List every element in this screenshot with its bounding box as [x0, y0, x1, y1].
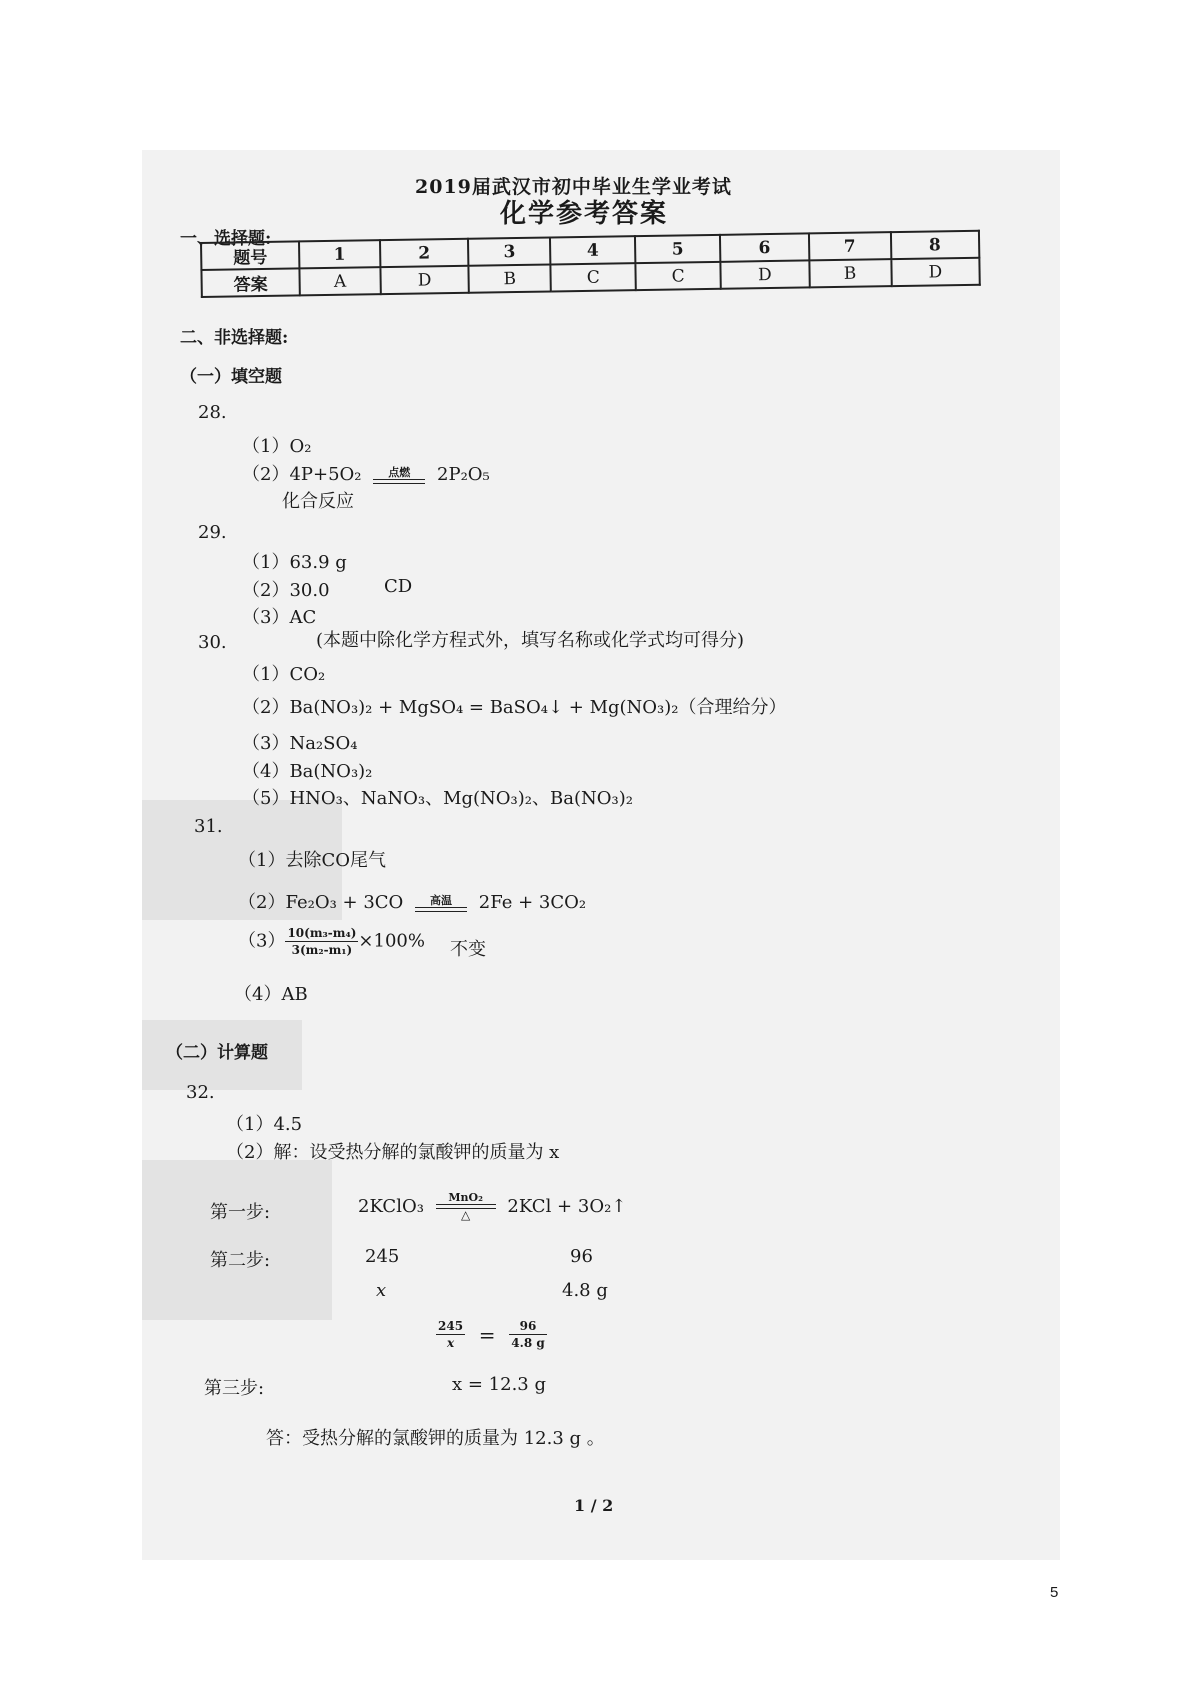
- equals-bar: [373, 479, 425, 484]
- table-header-number: 题号: [201, 241, 299, 270]
- answer-line: [242, 432, 311, 458]
- page-number: 5: [1050, 1584, 1059, 1601]
- fraction: [285, 925, 358, 958]
- answer-text: （5）HNO₃、NaNO₃、Mg(NO₃)₂、Ba(NO₃)₂: [242, 788, 633, 809]
- equation-line: [238, 888, 586, 914]
- question-number: 28.: [198, 402, 227, 423]
- table-cell: D: [380, 266, 469, 294]
- answer-label: （2）: [242, 464, 290, 485]
- answer-text: 不变: [450, 939, 486, 960]
- table-cell: 2: [380, 239, 469, 267]
- answer-text: （1）63.9 g: [242, 552, 347, 573]
- answer-text: （2）解：设受热分解的氯酸钾的质量为 x: [226, 1142, 560, 1163]
- table-cell: 6: [720, 233, 809, 261]
- section-fill-heading: （一）填空题: [180, 367, 282, 387]
- step-label: 第三步:: [204, 1378, 265, 1399]
- question-number: 30.: [198, 632, 227, 653]
- sheet-page-indicator: 1 / 2: [574, 1496, 614, 1515]
- table-cell: C: [636, 262, 721, 290]
- answer-text: （1）CO₂: [242, 664, 326, 685]
- section-choice-heading: 一、选择题:: [180, 229, 272, 249]
- fraction: [436, 1318, 465, 1351]
- equation-products: 2Fe + 3CO₂: [478, 892, 587, 913]
- equation-reactants: 2KClO₃: [358, 1196, 424, 1217]
- equation-reactants: 4P+5O₂: [289, 464, 362, 485]
- table-cell: 5: [635, 235, 720, 263]
- formula-line: [238, 925, 425, 958]
- question-note: (本题中除化学方程式外，填写名称或化学式均可得分): [316, 630, 745, 651]
- section-nonchoice-heading: 二、非选择题:: [180, 328, 289, 348]
- ratio-equation: [436, 1318, 547, 1351]
- numerator: 96: [509, 1318, 546, 1335]
- equals-bar: [415, 907, 467, 912]
- denominator: 4.8 g: [511, 1336, 545, 1350]
- numerator: 10(m₃-m₄): [287, 926, 357, 940]
- denominator: 3(m₂-m₁): [291, 943, 353, 957]
- percent-factor: ×100%: [358, 930, 425, 952]
- step-label: 第一步:: [210, 1202, 271, 1223]
- reaction-condition: [415, 895, 467, 912]
- equation-reactants: Fe₂O₃ + 3CO: [285, 892, 404, 913]
- conclusion-text: 答：受热分解的氯酸钾的质量为 12.3 g 。: [266, 1428, 605, 1449]
- table-cell: C: [551, 263, 636, 291]
- table-header-answer: 答案: [201, 268, 299, 297]
- question-number: 32.: [186, 1082, 215, 1103]
- reaction-condition: [436, 1192, 496, 1222]
- table-cell: D: [891, 258, 980, 286]
- answer-text: （1）去除CO尾气: [238, 850, 386, 871]
- reaction-type: 化合反应: [282, 491, 354, 512]
- step-label: 第二步:: [210, 1250, 271, 1271]
- answer-text: （2）30.0: [242, 580, 330, 601]
- table-cell: A: [299, 267, 380, 295]
- reaction-condition: [373, 467, 425, 484]
- table-cell: 8: [890, 231, 979, 259]
- answer-text: O₂: [289, 436, 312, 457]
- answer-label: （1）: [242, 436, 290, 457]
- section-calc-heading: （二）计算题: [166, 1043, 268, 1063]
- answer-text: CD: [384, 576, 413, 597]
- question-number: 31.: [194, 816, 223, 837]
- heat-symbol: △: [461, 1208, 471, 1222]
- answer-text: （3）AC: [242, 607, 317, 628]
- table-cell: D: [720, 260, 809, 288]
- equation-products: 2KCl + 3O₂↑: [507, 1196, 627, 1217]
- result-text: x = 12.3 g: [452, 1374, 546, 1395]
- answer-text: （4）AB: [234, 984, 308, 1005]
- unknown-value: x: [376, 1280, 387, 1301]
- answer-text: （1）4.5: [226, 1114, 303, 1135]
- molar-mass-value: 245: [365, 1246, 400, 1267]
- answer-label: （2）: [238, 892, 286, 913]
- question-number: 29.: [198, 522, 227, 543]
- answer-key-title: 化学参考答案: [500, 199, 669, 229]
- equals-sign: =: [478, 1322, 496, 1347]
- mass-value: 4.8 g: [562, 1280, 608, 1301]
- table-cell: 1: [299, 240, 380, 268]
- equation-line: [358, 1192, 626, 1222]
- numerator: 245: [438, 1319, 464, 1333]
- molar-mass-value: 96: [570, 1246, 593, 1267]
- fraction: [509, 1318, 546, 1351]
- answer-label: （3）: [238, 930, 286, 952]
- scan-shade: [142, 1160, 332, 1320]
- condition-text: 高温: [430, 893, 453, 907]
- denominator: x: [446, 1336, 455, 1350]
- table-cell: B: [469, 264, 551, 292]
- table-cell: 4: [550, 236, 635, 264]
- table-cell: B: [809, 259, 891, 287]
- exam-title: 2019届武汉市初中毕业生学业考试: [415, 176, 732, 198]
- catalyst-text: MnO₂: [448, 1191, 483, 1204]
- equation-products: 2P₂O₅: [437, 464, 490, 485]
- table-cell: 3: [468, 237, 550, 265]
- table-cell: 7: [808, 232, 890, 260]
- answer-text: （2）Ba(NO₃)₂ + MgSO₄ = BaSO₄↓ + Mg(NO₃)₂（合理给分）: [242, 697, 787, 718]
- answer-text: （3）Na₂SO₄: [242, 733, 358, 754]
- answer-text: （4）Ba(NO₃)₂: [242, 761, 373, 782]
- equation-line: [242, 460, 490, 486]
- condition-text: 点燃: [388, 465, 411, 479]
